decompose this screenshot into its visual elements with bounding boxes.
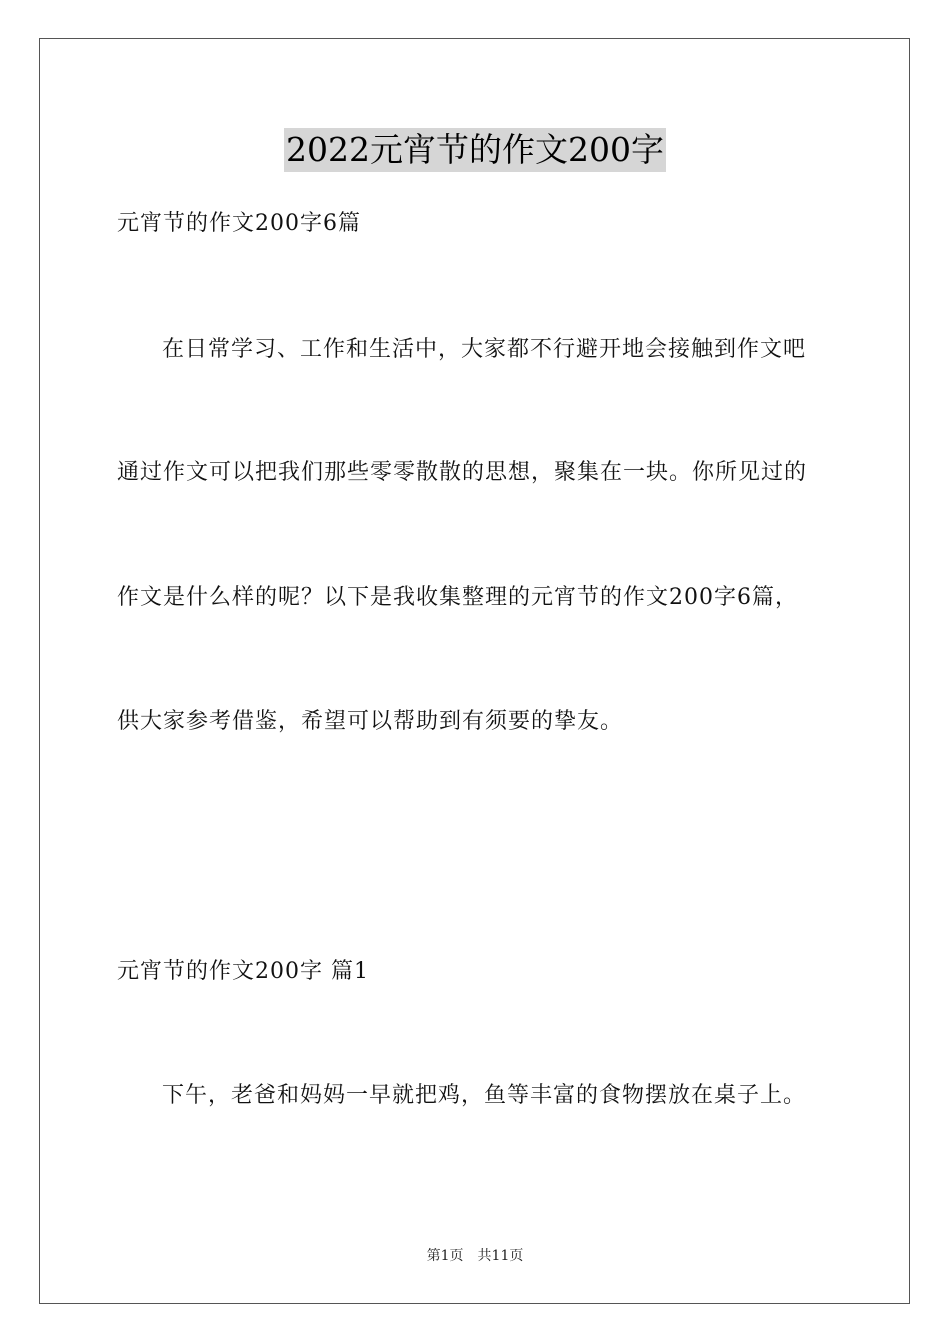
- page-number: 第1页: [426, 1248, 464, 1264]
- page-footer: [0, 1246, 950, 1266]
- intro-line-4: 供大家参考借鉴，希望可以帮助到有须要的挚友。: [117, 709, 624, 734]
- section-heading: 元宵节的作文200字 篇1: [117, 959, 369, 984]
- section-line-1: 下午，老爸和妈妈一早就把鸡，鱼等丰富的食物摆放在桌子上。: [162, 1083, 807, 1108]
- title-container: [0, 128, 950, 172]
- document-title: 2022元宵节的作文200字: [284, 128, 666, 172]
- page-total: 共11页: [477, 1248, 524, 1264]
- intro-line-1: 在日常学习、工作和生活中，大家都不行避开地会接触到作文吧: [162, 337, 807, 362]
- intro-line-2: 通过作文可以把我们那些零零散散的思想，聚集在一块。你所见过的: [117, 460, 808, 485]
- document-subtitle: 元宵节的作文200字6篇: [117, 211, 361, 236]
- intro-line-3: 作文是什么样的呢？以下是我收集整理的元宵节的作文200字6篇，: [117, 585, 798, 610]
